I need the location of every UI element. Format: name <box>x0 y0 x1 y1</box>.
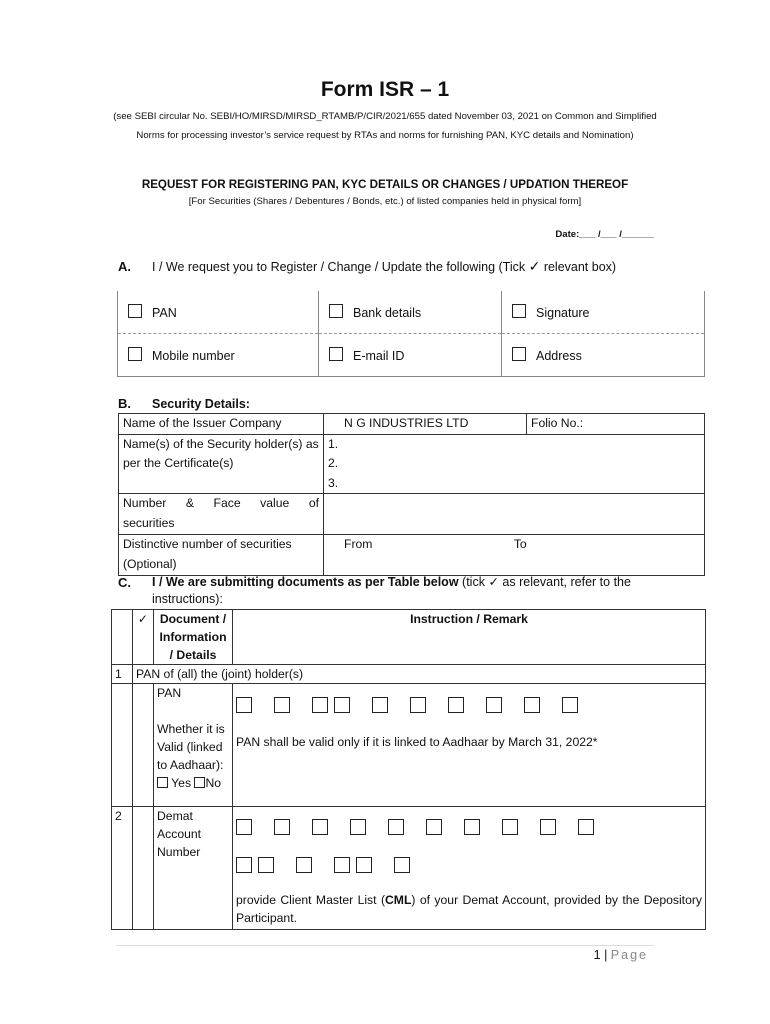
no-checkbox[interactable] <box>194 777 205 788</box>
from-label: From <box>344 537 373 551</box>
form-title: Form ISR – 1 <box>320 78 450 101</box>
yes-checkbox[interactable] <box>157 777 168 788</box>
page-number: 1 <box>593 948 601 962</box>
section-b-letter: B. <box>118 396 131 411</box>
footer-divider <box>116 945 654 946</box>
option-pan[interactable]: PAN <box>118 291 319 334</box>
circular-citation: (see SEBI circular No. SEBI/HO/MIRSD/MIRSD_RTAMB/P/CIR/2021/655 dated November 03, 2021 on Common and Simplified Norms for processing investor’s service request by RTAs and norms for furnishing PAN, KYC details and Nomination) <box>113 111 657 141</box>
demat-boxes-row-2[interactable] <box>236 857 702 877</box>
form-heading: REQUEST FOR REGISTERING PAN, KYC DETAILS OR CHANGES / UPDATION THEREOF <box>141 178 629 191</box>
row-number: 2 <box>112 807 133 930</box>
date-field[interactable]: Date:___ /___ /______ <box>555 229 654 240</box>
form-subheading: [For Securities (Shares / Debentures / Bonds, etc.) of listed companies held in physical form] <box>188 196 582 207</box>
row1-document-cell <box>154 684 233 807</box>
issuer-value[interactable]: N G INDUSTRIES LTD <box>324 414 527 435</box>
tick-mark-icon: ✓ <box>488 575 499 589</box>
issuer-label: Name of the Issuer Company <box>119 414 324 435</box>
checkbox-email-id[interactable] <box>329 347 343 361</box>
pan-character-boxes[interactable] <box>236 697 702 717</box>
checkbox-mobile-number[interactable] <box>128 347 142 361</box>
column-instruction: Instruction / Remark <box>233 610 706 665</box>
section-a-text-after: relevant box) <box>543 260 617 274</box>
checkbox-bank-details[interactable] <box>329 304 343 318</box>
distinctive-range[interactable] <box>324 535 705 576</box>
page-word: Page <box>610 948 648 962</box>
number-face-label: Number & Face value of securities <box>119 494 324 535</box>
checkbox-pan[interactable] <box>128 304 142 318</box>
holders-values[interactable]: 1. 2. 3. <box>324 434 705 494</box>
option-mobile-number[interactable]: Mobile number <box>118 334 319 377</box>
to-label: To <box>513 537 527 551</box>
distinctive-label: Distinctive number of securities (Optional) <box>119 535 324 576</box>
checkbox-address[interactable] <box>512 347 526 361</box>
option-email-id[interactable]: E-mail ID <box>319 334 502 377</box>
section-b-title: B. Security Details: <box>118 396 250 411</box>
pan-label: PAN <box>157 686 182 700</box>
yes-no-options: Yes No <box>157 774 229 792</box>
checkbox-signature[interactable] <box>512 304 526 318</box>
option-bank-details[interactable]: Bank details <box>319 291 502 334</box>
section-c-intro-bold: I / We are submitting documents as per Table below <box>152 575 459 589</box>
section-a-text-before: I / We request you to Register / Change / Update the following (Tick <box>152 260 526 274</box>
row1-tick-cell[interactable] <box>133 684 154 807</box>
section-a-letter: A. <box>118 259 131 274</box>
option-address[interactable]: Address <box>502 334 705 377</box>
cml-remark: provide Client Master List (CML) of your Demat Account, provided by the Depository Participant. <box>236 893 702 925</box>
holders-label: Name(s) of the Security holder(s) as per the Certificate(s) <box>119 434 324 494</box>
page-footer: 1 | Page <box>593 948 648 962</box>
folio-field[interactable]: Folio No.: <box>527 414 705 435</box>
column-document: Document / Information / Details <box>154 610 233 665</box>
valid-label: Whether it is Valid (linked to Aadhaar): <box>157 722 225 772</box>
row2-tick-cell[interactable] <box>133 807 154 930</box>
section-a-intro <box>118 258 616 275</box>
row1-title: PAN of (all) the (joint) holder(s) <box>133 665 706 684</box>
row2-remark-cell <box>233 807 706 930</box>
row-number: 1 <box>112 665 133 684</box>
number-face-value[interactable] <box>324 494 705 535</box>
tick-mark-icon: ✓ <box>528 258 541 274</box>
option-signature[interactable]: Signature <box>502 291 705 334</box>
demat-boxes-row-1[interactable] <box>236 819 702 839</box>
section-c-intro: C. I / We are submitting documents as per Table below (tick ✓ as relevant, refer to the instructions): <box>118 575 631 606</box>
security-details-table <box>118 413 705 576</box>
documents-table <box>111 609 706 930</box>
row2-document-cell: Demat Account Number <box>154 807 233 930</box>
pan-remark: PAN shall be valid only if it is linked to Aadhaar by March 31, 2022* <box>236 735 598 749</box>
section-c-letter: C. <box>118 575 131 590</box>
update-options-table <box>117 291 705 377</box>
tick-column-icon: ✓ <box>133 610 154 665</box>
row1-remark-cell <box>233 684 706 807</box>
